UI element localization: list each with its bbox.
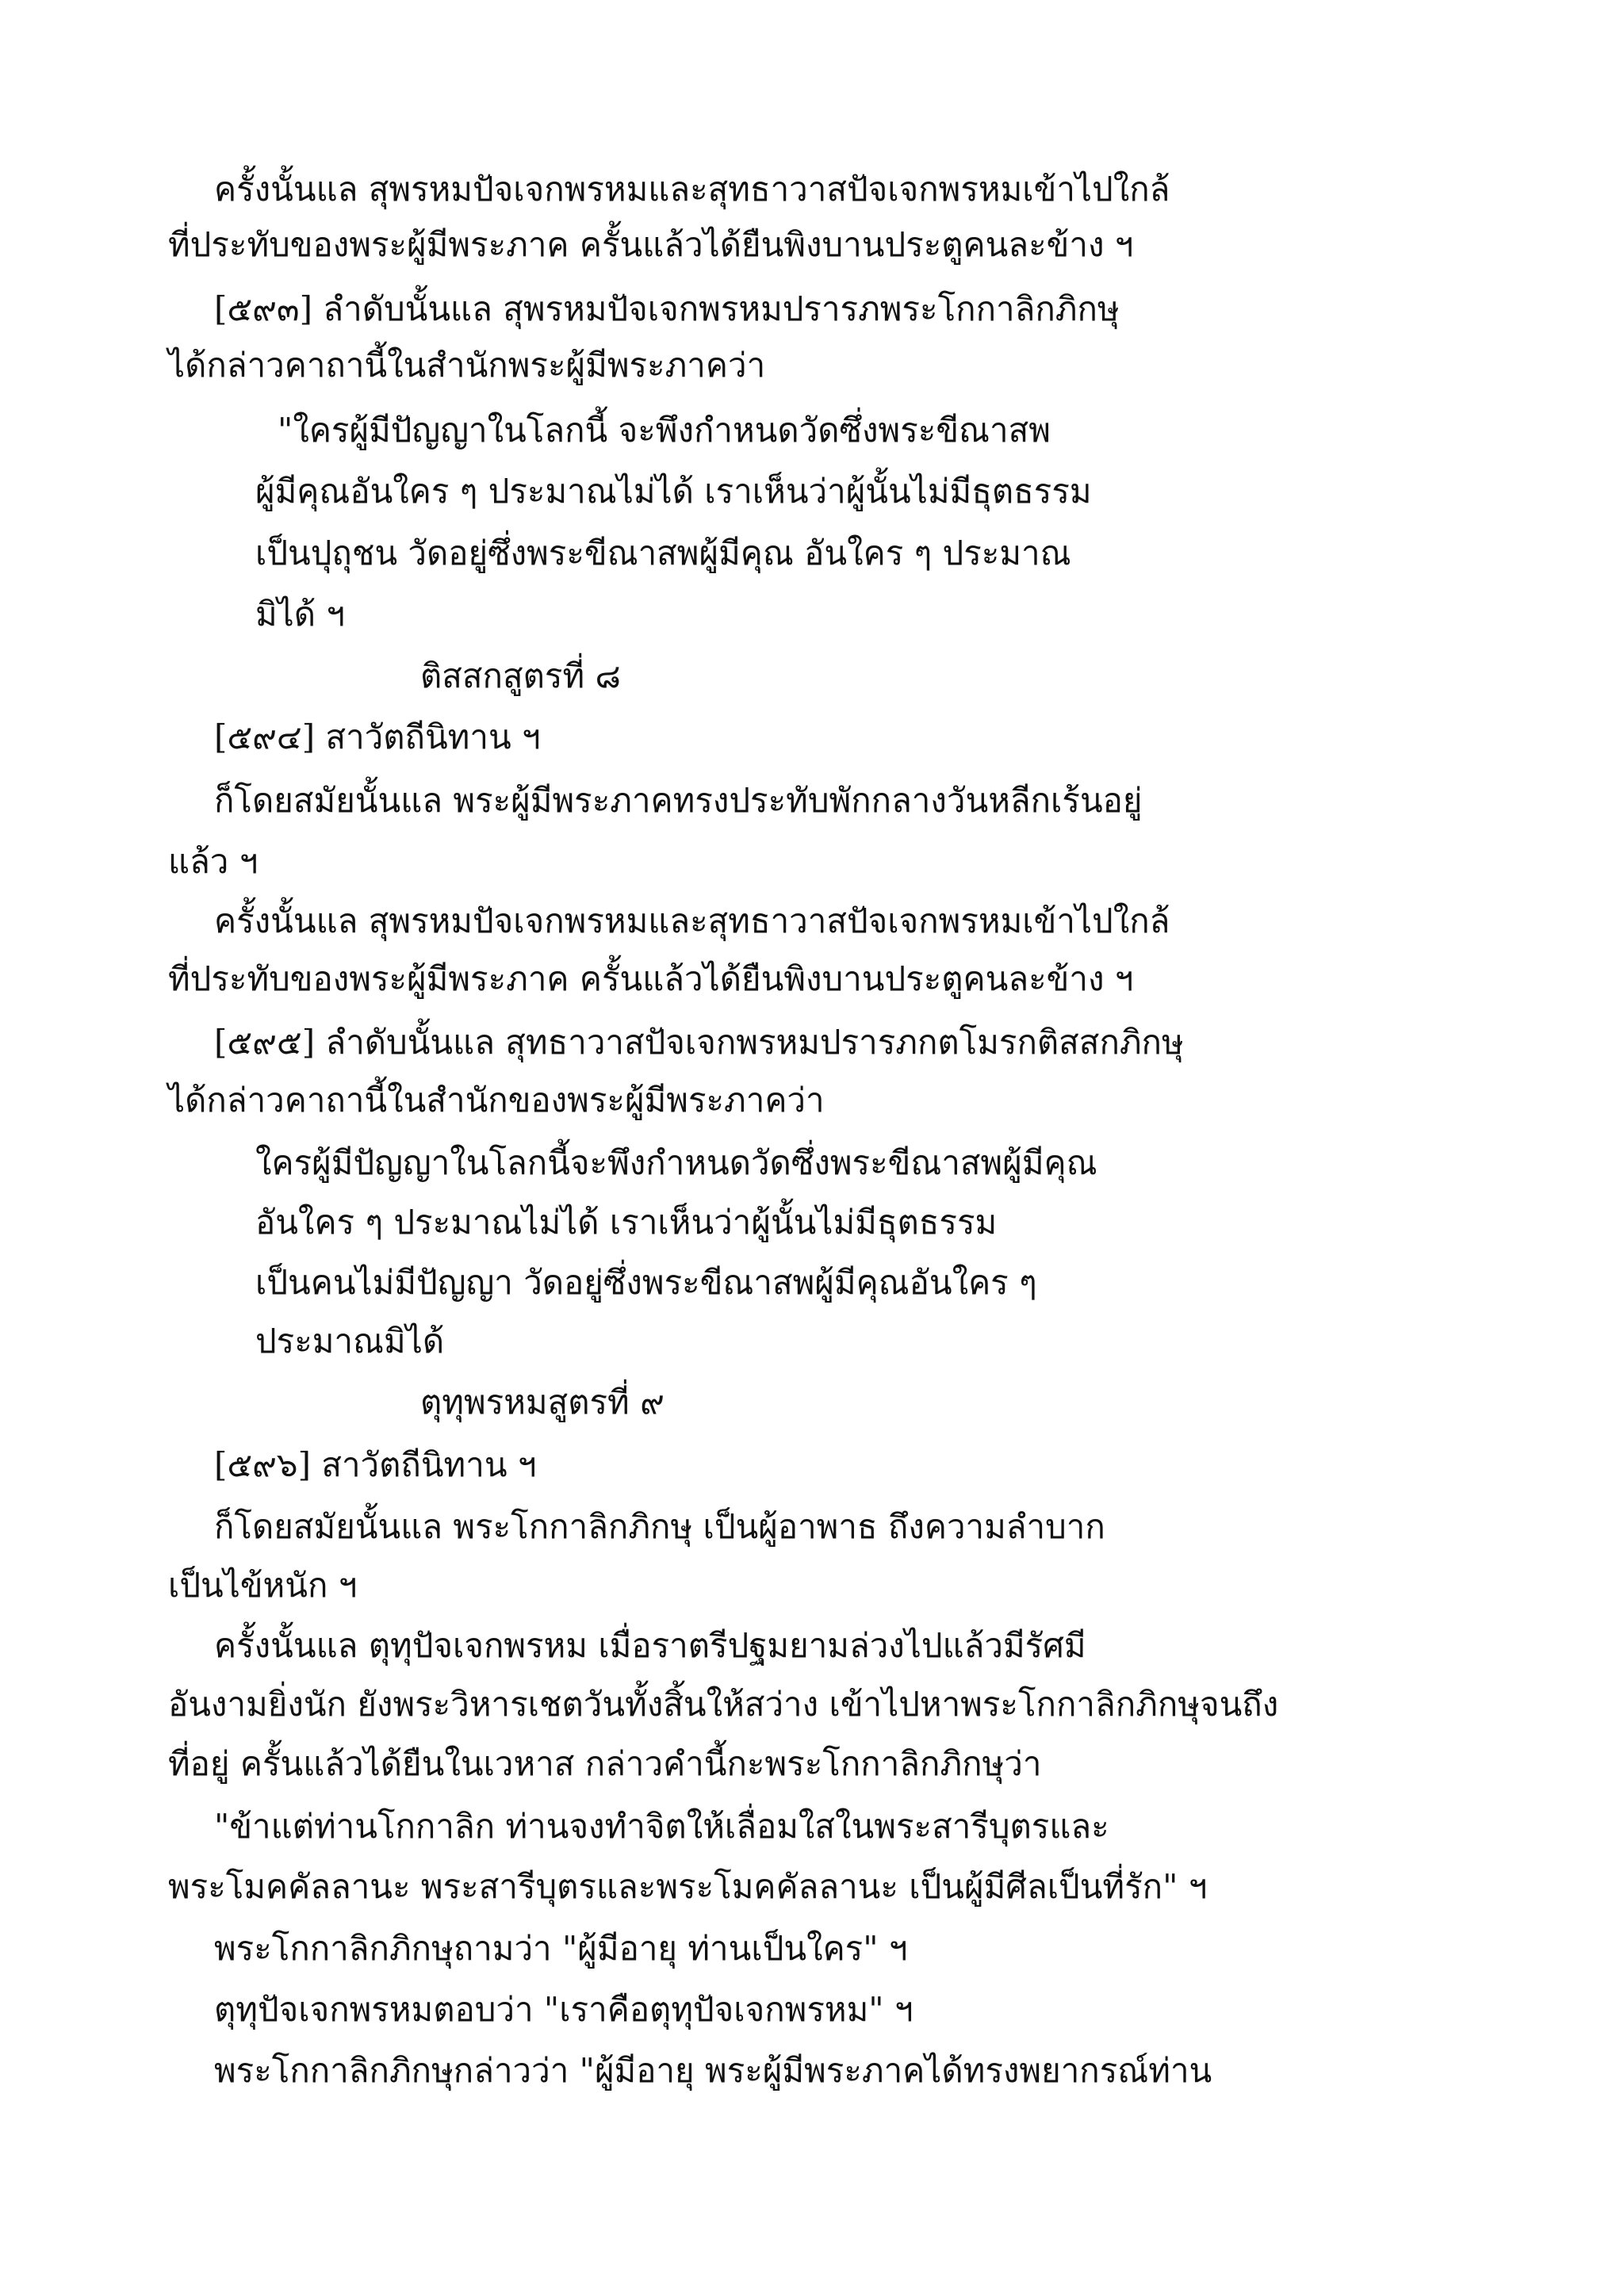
text-line: เป็นไข้หนัก ฯ bbox=[168, 1566, 358, 1605]
verse-line: ใครผู้มีปัญญาในโลกนี้จะพึงกำหนดวัดซึ่งพระขีณาสพผู้มีคุณ bbox=[255, 1143, 1097, 1182]
text-line: ครั้งนั้นแล สุพรหมปัจเจกพรหมและสุทธาวาสปัจเจกพรหมเข้าไปใกล้ bbox=[214, 901, 1170, 940]
verse-line: อันใคร ๆ ประมาณไม่ได้ เราเห็นว่าผู้นั้นไม่มีธุตธรรม bbox=[255, 1203, 998, 1242]
text-line: พระโกกาลิกภิกษุถามว่า "ผู้มีอายุ ท่านเป็นใคร" ฯ bbox=[214, 1929, 908, 1968]
text-line: "ข้าแต่ท่านโกกาลิก ท่านจงทำจิตให้เลื่อมใสในพระสารีบุตรและ bbox=[214, 1807, 1109, 1846]
section-heading: ตุทุพรหมสูตรที่ ๙ bbox=[420, 1383, 665, 1422]
text-line: ที่ประทับของพระผู้มีพระภาค ครั้นแล้วได้ยืนพิงบานประตูคนละข้าง ฯ bbox=[168, 959, 1134, 998]
text-line: อันงามยิ่งนัก ยังพระวิหารเชตวันทั้งสิ้นให้สว่าง เข้าไปหาพระโกกาลิกภิกษุจนถึง bbox=[168, 1685, 1279, 1724]
text-line: ครั้งนั้นแล ตุทุปัจเจกพรหม เมื่อราตรีปฐมยามล่วงไปแล้วมีรัศมี bbox=[214, 1626, 1086, 1665]
text-line: ตุทุปัจเจกพรหมตอบว่า "เราคือตุทุปัจเจกพรหม" ฯ bbox=[214, 1990, 914, 2029]
verse-line: "ใครผู้มีปัญญาในโลกนี้ จะพึงกำหนดวัดซึ่งพระขีณาสพ bbox=[278, 411, 1051, 450]
text-line: ได้กล่าวคาถานี้ในสำนักพระผู้มีพระภาคว่า bbox=[168, 346, 766, 385]
text-line: [๕๙๓] ลำดับนั้นแล สุพรหมปัจเจกพรหมปรารภพระโกกาลิกภิกษุ bbox=[214, 289, 1120, 328]
verse-line: ผู้มีคุณอันใคร ๆ ประมาณไม่ได้ เราเห็นว่าผู้นั้นไม่มีธุตธรรม bbox=[255, 472, 1092, 511]
text-line: ก็โดยสมัยนั้นแล พระโกกาลิกภิกษุ เป็นผู้อาพาธ ถึงความลำบาก bbox=[214, 1507, 1105, 1546]
text-line: ที่ประทับของพระผู้มีพระภาค ครั้นแล้วได้ยืนพิงบานประตูคนละข้าง ฯ bbox=[168, 225, 1134, 264]
verse-line: ประมาณมิได้ bbox=[255, 1322, 445, 1360]
verse-line: เป็นคนไม่มีปัญญา วัดอยู่ซึ่งพระขีณาสพผู้มีคุณอันใคร ๆ bbox=[255, 1263, 1037, 1302]
text-line: พระโกกาลิกภิกษุกล่าวว่า "ผู้มีอายุ พระผู้มีพระภาคได้ทรงพยากรณ์ท่าน bbox=[214, 2051, 1212, 2090]
text-line: ครั้งนั้นแล สุพรหมปัจเจกพรหมและสุทธาวาสปัจเจกพรหมเข้าไปใกล้ bbox=[214, 170, 1170, 209]
verse-line: มิได้ ฯ bbox=[255, 595, 346, 633]
verse-line: เป็นปุถุชน วัดอยู่ซึ่งพระขีณาสพผู้มีคุณ อันใคร ๆ ประมาณ bbox=[255, 534, 1071, 572]
text-line: พระโมคคัลลานะ พระสารีบุตรและพระโมคคัลลานะ เป็นผู้มีศีลเป็นที่รัก" ฯ bbox=[168, 1867, 1208, 1906]
text-line: ได้กล่าวคาถานี้ในสำนักของพระผู้มีพระภาคว่า bbox=[168, 1081, 825, 1119]
text-line: [๕๙๔] สาวัตถีนิทาน ฯ bbox=[214, 718, 541, 756]
text-line: ที่อยู่ ครั้นแล้วได้ยืนในเวหาส กล่าวคำนี้กะพระโกกาลิกภิกษุว่า bbox=[168, 1744, 1042, 1783]
text-line: [๕๙๖] สาวัตถีนิทาน ฯ bbox=[214, 1445, 537, 1484]
text-line: แล้ว ฯ bbox=[168, 842, 259, 881]
text-line: [๕๙๕] ลำดับนั้นแล สุทธาวาสปัจเจกพรหมปรารภกตโมรกติสสกภิกษุ bbox=[214, 1023, 1184, 1062]
text-line: ก็โดยสมัยนั้นแล พระผู้มีพระภาคทรงประทับพักกลางวันหลีกเร้นอยู่ bbox=[214, 781, 1143, 820]
section-heading: ติสสกสูตรที่ ๘ bbox=[420, 656, 621, 695]
